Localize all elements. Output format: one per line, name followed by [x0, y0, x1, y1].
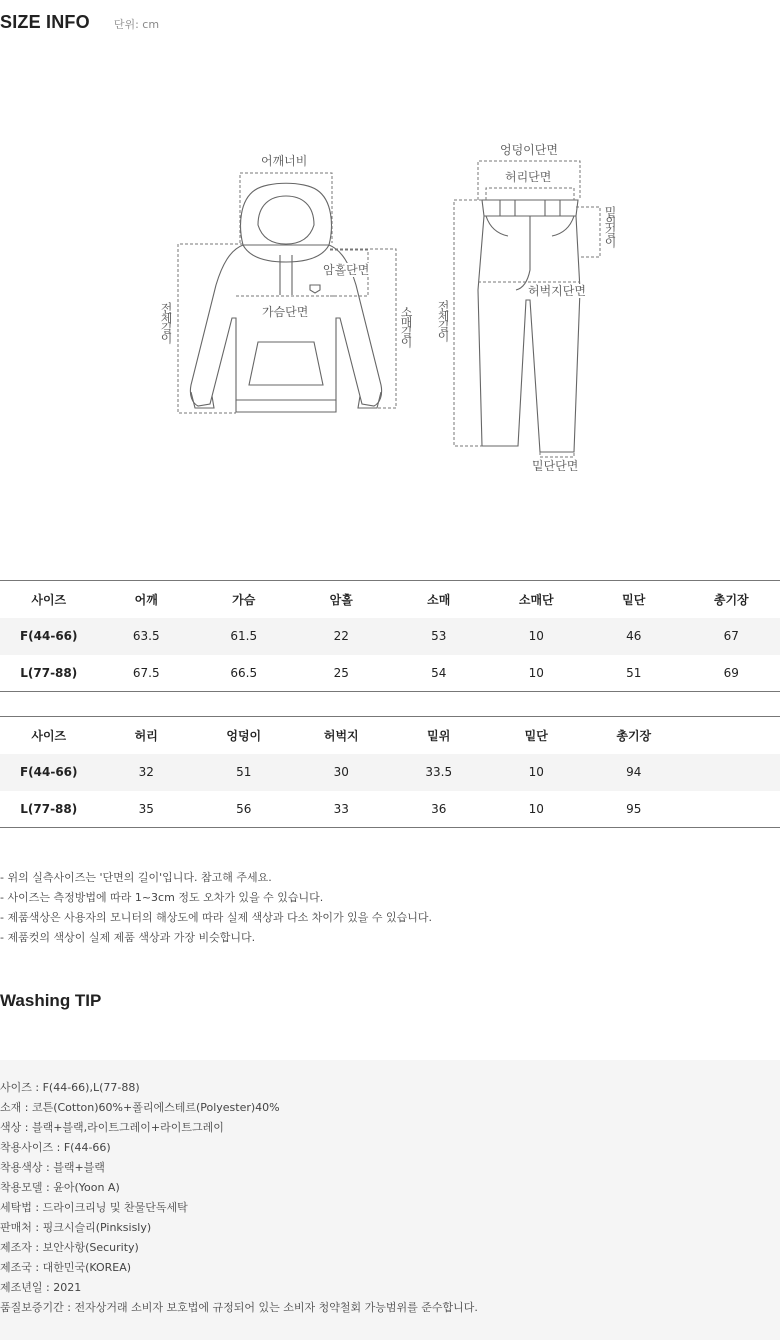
value-cell	[683, 754, 780, 791]
table-header-row	[0, 581, 780, 618]
header-cell: 허리	[98, 717, 196, 754]
table-row	[0, 791, 780, 828]
size-cell: L(77-88)	[0, 791, 98, 828]
value-cell: 67.5	[98, 655, 196, 692]
value-cell: 32	[138, 765, 154, 779]
hem-label: 밑단단면	[532, 459, 579, 473]
value-cell: 36	[390, 791, 488, 828]
unit-label: 단위: cm	[113, 18, 160, 31]
value-cell: 63.5	[132, 629, 160, 643]
size-cell: F(44-66)	[19, 765, 78, 779]
info-line: 판매처 : 핑크시슬리(Pinksisly)	[0, 1221, 152, 1234]
header-cell: 소매	[390, 581, 488, 618]
value-cell: 25	[293, 655, 391, 692]
info-line: 착용사이즈 : F(44-66)	[0, 1141, 111, 1154]
value-cell: 22	[333, 629, 349, 643]
header-cell: 어깨	[98, 581, 196, 618]
header-cell: 엉덩이	[195, 717, 293, 754]
value-cell: 10	[488, 791, 586, 828]
size-cell: F(44-66)	[19, 629, 78, 643]
header-cell: 암홀	[293, 581, 391, 618]
shoulder-label: 어깨너비	[261, 154, 308, 168]
rise-measure	[576, 207, 600, 257]
header-cell: 사이즈	[0, 581, 98, 618]
value-cell: 95	[585, 791, 683, 828]
pants-fly	[516, 216, 530, 290]
value-cell: 67	[723, 629, 739, 643]
header-cell: 허벅지	[293, 717, 391, 754]
pants-outline	[478, 216, 580, 452]
value-cell: 53	[431, 629, 447, 643]
info-line: 착용색상 : 블랙+블랙	[0, 1161, 105, 1174]
chest-label: 가슴단면	[262, 305, 309, 319]
thigh-label: 허벅지단면	[528, 284, 586, 298]
size-diagram	[0, 130, 780, 490]
value-cell: 10	[528, 765, 544, 779]
info-line: 제조년일 : 2021	[0, 1281, 82, 1294]
info-line: 세탁법 : 드라이크리닝 및 찬물단독세탁	[0, 1201, 188, 1214]
info-line: 제조국 : 대한민국(KOREA)	[0, 1261, 132, 1274]
armhole-label: 암홀단면	[323, 263, 370, 277]
value-cell: 56	[195, 791, 293, 828]
value-cell: 10	[488, 655, 586, 692]
table-row	[0, 655, 780, 692]
pants-length-label: 전체길이	[436, 300, 450, 340]
waist-measure	[486, 188, 574, 200]
hip-label: 엉덩이단면	[500, 143, 558, 157]
info-line: 착용모델 : 윤아(Yoon A)	[0, 1181, 120, 1194]
waist-label: 허리단면	[505, 170, 552, 184]
note-line: - 제품색상은 사용자의 모니터의 해상도에 따라 실제 색상과 다소 차이가 있을 수 있습니다.	[0, 911, 432, 924]
info-line: 색상 : 블랙+블랙,라이트그레이+라이트그레이	[0, 1121, 224, 1134]
header-cell	[683, 717, 780, 754]
value-cell: 33	[293, 791, 391, 828]
value-cell: 61.5	[230, 629, 258, 643]
note-line: - 위의 실측사이즈는 '단면의 길이'입니다. 참고해 주세요.	[0, 871, 272, 884]
header-cell: 사이즈	[0, 717, 98, 754]
pants-belt-loops	[500, 200, 560, 216]
value-cell: 51	[236, 765, 252, 779]
note-line: - 사이즈는 측정방법에 따라 1~3cm 정도 오차가 있을 수 있습니다.	[0, 891, 324, 904]
header-cell: 총기장	[683, 581, 780, 618]
pants-waistband	[482, 200, 578, 216]
pants-length-measure	[454, 200, 482, 446]
info-line: 소재 : 코튼(Cotton)60%+폴리에스테르(Polyester)40%	[0, 1101, 280, 1114]
note-line: - 제품컷의 색상이 실제 제품 색상과 가장 비슷합니다.	[0, 931, 256, 944]
hoodie-length-measure	[178, 244, 243, 413]
info-line: 품질보증기간 : 전자상거래 소비자 보호법에 규정되어 있는 소비자 청약철회 가능범위를 준수합니다.	[0, 1301, 478, 1314]
hoodie-strings	[280, 255, 292, 295]
top-size-table	[0, 580, 780, 692]
pants-pocket-right	[552, 216, 574, 236]
sleeve-length-label: 소매길이	[399, 306, 413, 346]
info-line: 제조자 : 보안사항(Security)	[0, 1241, 139, 1254]
value-cell: 10	[528, 629, 544, 643]
garment-illustration	[0, 130, 780, 490]
value-cell: 94	[626, 765, 642, 779]
header-cell: 밑단	[585, 581, 683, 618]
size-notes	[0, 868, 432, 948]
size-cell: L(77-88)	[0, 655, 98, 692]
value-cell: 35	[98, 791, 196, 828]
hoodie-hood	[241, 183, 332, 262]
info-line: 사이즈 : F(44-66),L(77-88)	[0, 1081, 140, 1094]
value-cell: 51	[585, 655, 683, 692]
washing-tip-title: Washing TIP	[0, 991, 102, 1010]
table-row	[0, 754, 780, 791]
bottom-size-table	[0, 716, 780, 828]
table-header-row	[0, 717, 780, 754]
hoodie-hood-inner	[258, 196, 314, 244]
rise-label: 밑위길이	[603, 206, 617, 246]
hoodie-label	[310, 285, 320, 293]
value-cell: 33.5	[425, 765, 453, 779]
value-cell: 46	[626, 629, 642, 643]
product-info-panel	[0, 1060, 780, 1340]
pants-pocket-left	[486, 216, 508, 236]
value-cell: 54	[390, 655, 488, 692]
hoodie-pocket	[249, 342, 323, 385]
table-row	[0, 618, 780, 655]
value-cell: 69	[683, 655, 780, 692]
header-cell: 소매단	[488, 581, 586, 618]
header-cell: 가슴	[195, 581, 293, 618]
header-cell: 총기장	[585, 717, 683, 754]
header-cell: 밑위	[390, 717, 488, 754]
hoodie-hem	[236, 400, 336, 412]
hoodie-length-label: 전체길이	[159, 302, 173, 342]
size-info-header	[0, 12, 159, 36]
size-info-title: SIZE INFO	[0, 12, 90, 32]
value-cell: 66.5	[195, 655, 293, 692]
header-cell: 밑단	[488, 717, 586, 754]
value-cell: 30	[333, 765, 349, 779]
hem-measure	[540, 452, 574, 457]
value-cell	[683, 791, 780, 828]
